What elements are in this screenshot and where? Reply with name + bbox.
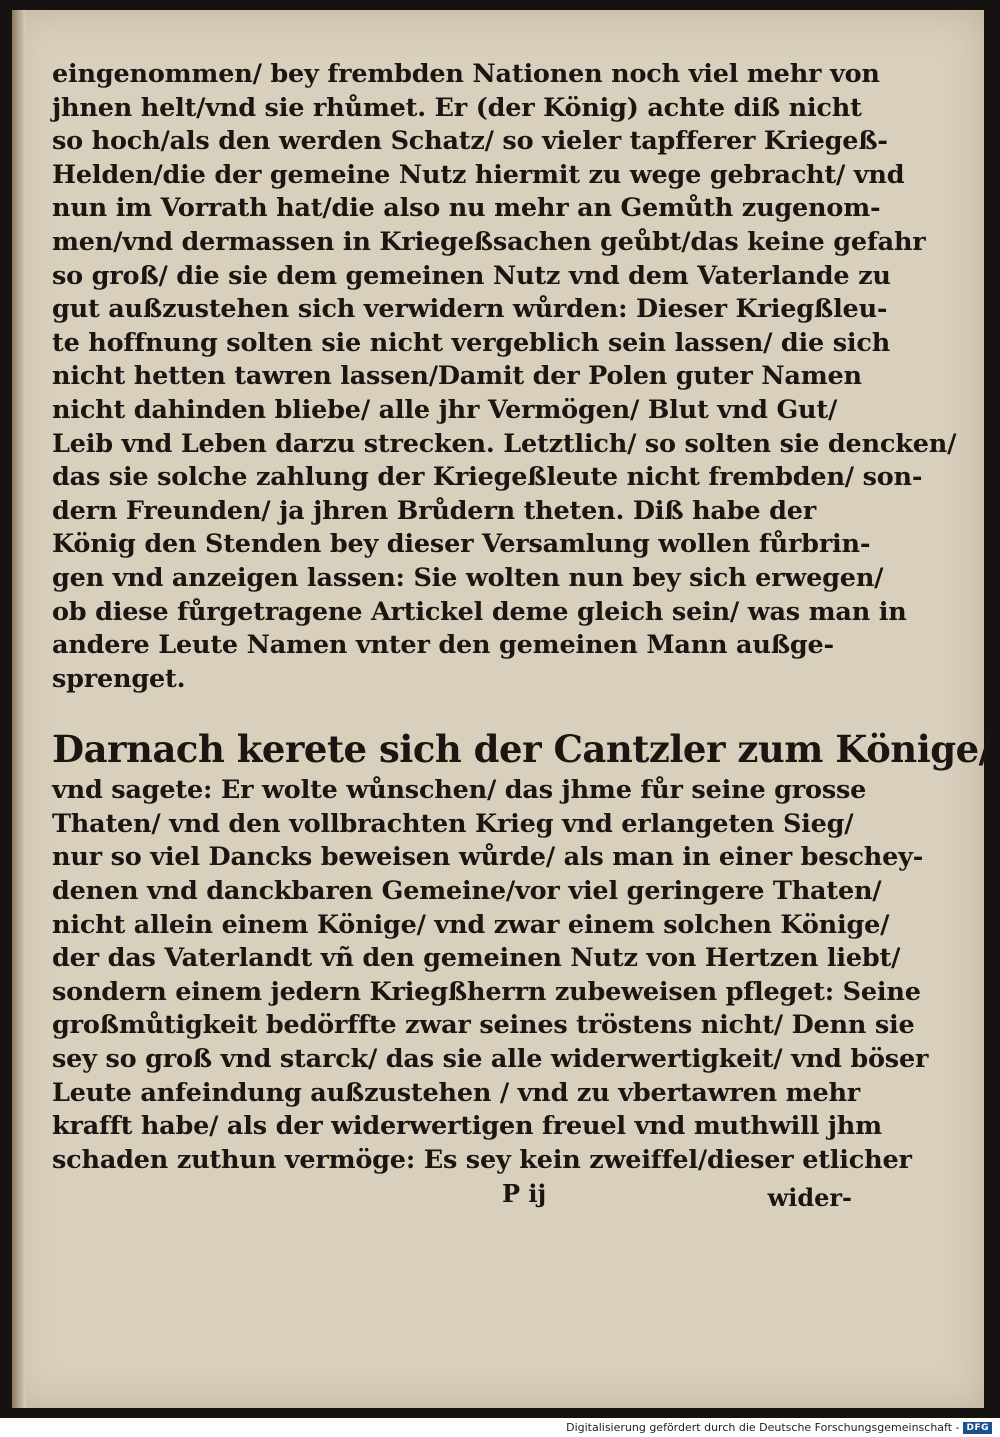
text-line: sprenget. [52,663,186,694]
text-line: so hoch/als den werden Schatz/ so vieler tapfferer Kriegeß- [52,126,888,157]
text-line: das sie solche zahlung der Kriegeßleute nicht frembden/ son- [52,462,923,493]
text-line: Leute anfeindung außzustehen / vnd zu vbertawren mehr [52,1077,861,1108]
text-line: te hoffnung solten sie nicht vergeblich sein lassen/ die sich [52,327,891,358]
text-line: men/vnd dermassen in Kriegeßsachen geůbt/das keine gefahr [52,226,926,257]
text-line: nur so viel Dancks beweisen wůrde/ als man in einer beschey- [52,842,924,873]
text-line: gen vnd anzeigen lassen: Sie wolten nun bey sich erwegen/ [52,562,884,593]
credit-text: Digitalisierung gefördert durch die Deutsche Forschungsgemeinschaft - [566,1421,960,1434]
page-text [52,58,992,1213]
text-line: König den Stenden bey dieser Versamlung wollen fůrbrin- [52,529,871,560]
catchword: wider- [767,1183,852,1213]
text-line: ob diese fůrgetragene Artickel deme gleich sein/ was man in [52,596,907,627]
text-line: jhnen helt/vnd sie rhůmet. Er (der König) achte diß nicht [52,92,862,123]
text-line: der das Vaterlandt vñ den gemeinen Nutz von Hertzen liebt/ [52,943,901,974]
text-line: andere Leute Namen vnter den gemeinen Mann außge- [52,630,834,661]
page-gutter [12,10,26,1408]
paragraph-1 [52,58,957,696]
section-heading: Darnach kerete sich der Cantzler zum Könige/ [52,727,992,772]
paragraph-2 [52,774,929,1177]
text-line: denen vnd danckbaren Gemeine/vor viel geringere Thaten/ [52,876,882,907]
text-line: Leib vnd Leben darzu strecken. Letztlich/ so solten sie dencken/ [52,428,957,459]
dfg-logo: DFG [963,1422,992,1434]
book-page [12,10,992,1408]
text-line: Thaten/ vnd den vollbrachten Krieg vnd erlangeten Sieg/ [52,808,854,839]
text-line: vnd sagete: Er wolte wůnschen/ das jhme fůr seine grosse [52,775,867,806]
text-line: dern Freunden/ ja jhren Brůdern theten. Diß habe der [52,495,816,526]
text-line: gut außzustehen sich verwidern wůrden: Dieser Kriegßleu- [52,294,888,325]
text-line: großmůtigkeit bedörffte zwar seines tröstens nicht/ Denn sie [52,1010,915,1041]
page-footer [52,1179,852,1213]
text-line: krafft habe/ als der widerwertigen freuel vnd muthwill jhm [52,1111,882,1142]
text-line: nicht allein einem Könige/ vnd zwar einem solchen Könige/ [52,909,890,940]
text-line: so groß/ die sie dem gemeinen Nutz vnd dem Vaterlande zu [52,260,891,291]
text-line: nun im Vorrath hat/die also nu mehr an Gemůth zugenom- [52,193,881,224]
text-line: sondern einem jedern Kriegßherrn zubeweisen pfleget: Seine [52,976,921,1007]
text-line: nicht hetten tawren lassen/Damit der Polen guter Namen [52,361,862,392]
text-line: sey so groß vnd starck/ das sie alle widerwertigkeit/ vnd böser [52,1044,929,1075]
digitization-credit [566,1421,992,1434]
text-line: eingenommen/ bey frembden Nationen noch viel mehr von [52,59,880,89]
text-line: nicht dahinden bliebe/ alle jhr Vermögen/ Blut vnd Gut/ [52,394,838,425]
text-line: schaden zuthun vermöge: Es sey kein zweiffel/dieser etlicher [52,1144,912,1175]
text-line: Helden/die der gemeine Nutz hiermit zu wege gebracht/ vnd [52,159,905,190]
signature-mark: P ij [502,1179,547,1209]
